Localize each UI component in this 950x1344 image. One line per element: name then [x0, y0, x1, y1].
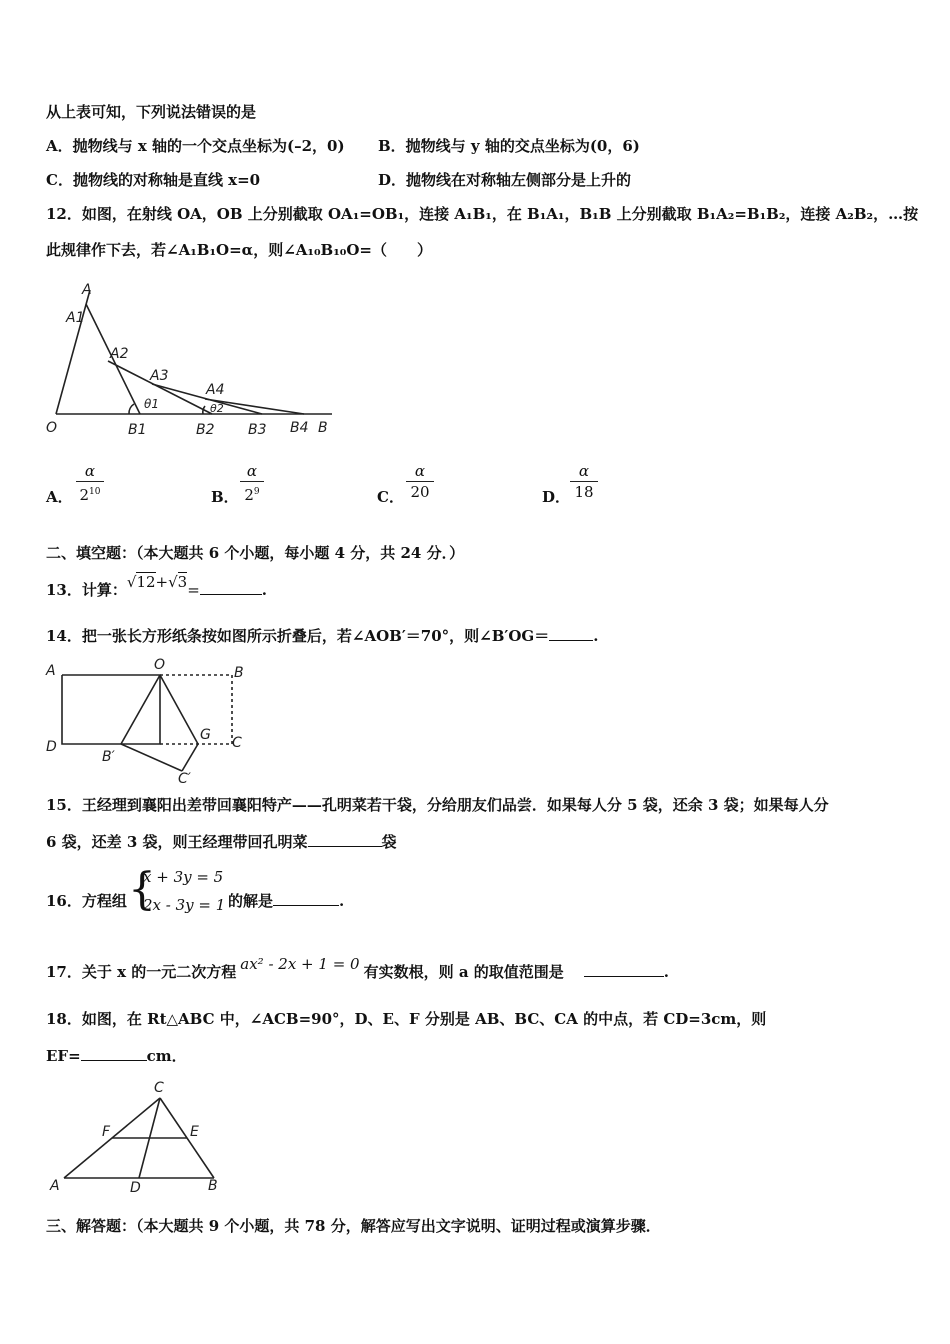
intro-text: 从上表可知，下列说法错误的是 [46, 103, 257, 121]
q12-option-a-label: A． [46, 488, 73, 506]
label-c: C [232, 735, 242, 751]
label-f: F [102, 1124, 111, 1140]
label-o: O [46, 420, 58, 436]
label-o: O [154, 657, 166, 673]
label-d: D [46, 739, 57, 755]
label-a: A [46, 663, 56, 679]
q12-figure [40, 280, 340, 445]
q18-answer-blank [81, 1046, 147, 1061]
q16-equation-2: 2x - 3y = 1 [143, 896, 226, 914]
label-a1: A1 [66, 310, 85, 326]
label-c: C [154, 1080, 164, 1096]
label-a: A [82, 282, 92, 298]
label-g: G [200, 727, 211, 743]
q17: 17．关于 x 的一元二次方程 ax² - 2x + 1 = 0 有实数根，则 a 的取值范围是 . [46, 955, 669, 981]
q11-option-b: B．抛物线与 y 轴的交点坐标为(0，6) [378, 137, 640, 155]
q16-brace: { [128, 864, 156, 915]
q16-answer-blank [273, 891, 339, 906]
label-a: A [50, 1178, 60, 1194]
label-b4: B4 [290, 420, 309, 436]
label-a4: A4 [206, 382, 225, 398]
q11-option-a: A．抛物线与 x 轴的一个交点坐标为(–2，0) [46, 137, 345, 155]
q16-prefix: 16．方程组 [46, 892, 127, 910]
label-b: B [318, 420, 328, 436]
section-3-heading: 三、解答题：（本大题共 9 个小题，共 78 分，解答应写出文字说明、证明过程或演算步骤． [46, 1217, 661, 1235]
segment-c-prime-g [182, 744, 198, 771]
label-theta1: θ1 [144, 397, 159, 411]
q17-answer-blank [584, 962, 664, 977]
label-theta2: θ2 [210, 402, 224, 415]
label-b1: B1 [128, 422, 147, 438]
fold-og [160, 675, 198, 744]
label-b-prime: B′ [102, 749, 115, 765]
q12-option-b-label: B． [211, 488, 239, 506]
q12-option-d-fraction: α 18 [570, 462, 598, 501]
q12-option-c-label: C． [377, 488, 404, 506]
q18-line1: 18．如图，在 Rt△ABC 中，∠ACB=90°，D、E、F 分别是 AB、BC、CA 的中点，若 CD=3cm，则 [46, 1010, 767, 1028]
q14-answer-blank [549, 626, 593, 641]
q11-option-d: D．抛物线在对称轴左侧部分是上升的 [378, 171, 632, 189]
q13-answer-blank [200, 580, 262, 595]
rectangle-left [62, 675, 160, 744]
q15-line2: 6 袋，还差 3 袋，则王经理带回孔明菜 袋 [46, 833, 397, 851]
q16-equation-1: x + 3y = 5 [143, 868, 224, 886]
label-b3: B3 [248, 422, 267, 438]
q18-figure [44, 1078, 234, 1198]
label-c-prime: C′ [178, 771, 191, 787]
label-b: B [208, 1178, 218, 1194]
label-e: E [190, 1124, 199, 1140]
q15-line1: 15．王经理到襄阳出差带回襄阳特产——孔明菜若干袋，分给朋友们品尝．如果每人分 5 袋，还余 3 袋；如果每人分 [46, 796, 829, 814]
q15-answer-blank [308, 832, 382, 847]
q12-line1: 12．如图，在射线 OA，OB 上分别截取 OA₁=OB₁，连接 A₁B₁，在 B₁A₁，B₁B 上分别截取 B₁A₂=B₁B₂，连接 A₂B₂，…按 [46, 205, 919, 223]
label-b2: B2 [196, 422, 215, 438]
segment-b-prime-c-prime [121, 744, 182, 771]
q14-figure [44, 655, 254, 785]
q14: 14．把一张长方形纸条按如图所示折叠后，若∠AOB′＝70°，则∠B′OG＝ . [46, 627, 599, 645]
q12-option-b-fraction: α $2^9$ [240, 462, 264, 504]
q13: 13．计算：√12+√3= . [46, 573, 268, 599]
q12-option-c-fraction: α 20 [406, 462, 434, 501]
label-d: D [130, 1180, 141, 1196]
label-a3: A3 [150, 368, 169, 384]
fold-ob-prime [121, 675, 160, 744]
label-b: B [234, 665, 244, 681]
label-a2: A2 [110, 346, 129, 362]
q16-suffix: 的解是 . [228, 892, 345, 910]
q18-line2: EF= cm． [46, 1047, 187, 1065]
q12-option-d-label: D． [542, 488, 571, 506]
section-2-heading: 二、填空题：（本大题共 6 个小题，每小题 4 分，共 24 分．） [46, 544, 465, 562]
ray-oa [56, 290, 90, 414]
q12-option-a-fraction: α $2^{10}$ [76, 462, 104, 504]
q12-line2: 此规律作下去，若∠A₁B₁O=α，则∠A₁₀B₁₀O=（ ） [46, 241, 433, 259]
q11-option-c: C．抛物线的对称轴是直线 x=0 [46, 171, 261, 189]
angle-theta1-arc [129, 404, 134, 414]
